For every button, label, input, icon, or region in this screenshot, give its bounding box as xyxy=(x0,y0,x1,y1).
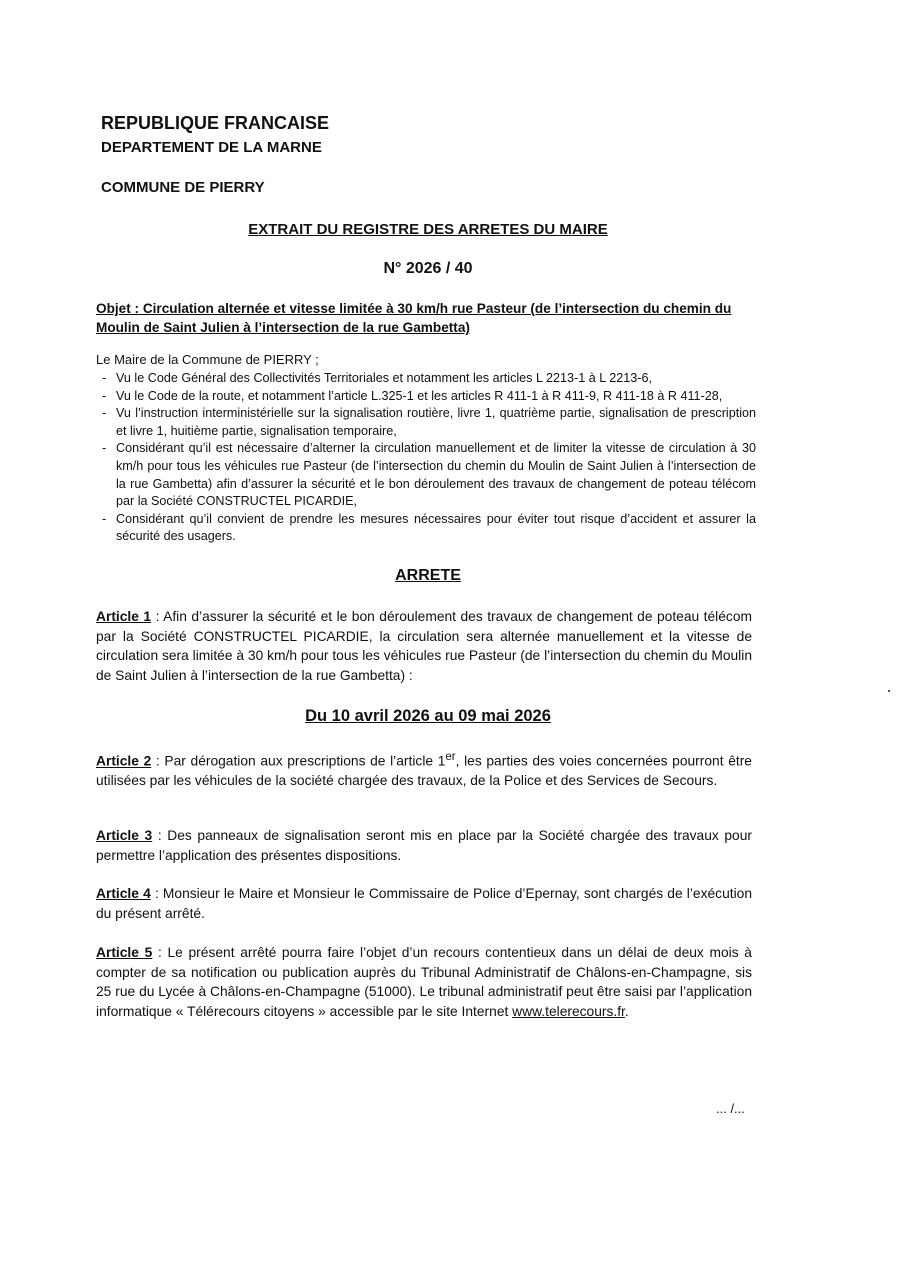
considerant-item: - Vu le Code de la route, et notamment l’article L.325-1 et les articles R 411-1 à R 411-9, R 411-18 à R 411-28, xyxy=(102,388,723,403)
considerant-text: Vu l’instruction interministérielle sur la signalisation routière, livre 1, quatrième partie, signalisation de prescription et livre 1, huitième partie, signalisation temporaire, xyxy=(116,406,756,438)
article-5-text: : Le présent arrêté pourra faire l’objet d’un recours contentieux dans un délai de deux mois à compter de sa notification ou publication auprès du Tribunal Administratif de Châlons-en-Champagne, sis 25 rue du Lycée à Châlons-en-Champagne (51000). Le tribunal administratif peut être saisi par l’application informatique « Télérecours citoyens » accessible par le site Internet xyxy=(96,945,752,1019)
considerant-text: Considérant qu’il est nécessaire d’alterner la circulation manuellement et de limiter la vitesse de circulation à 30 km/h pour tous les véhicules rue Pasteur (de l’intersection du chemin du Moulin de Saint Julien à l’intersection de la rue Gambetta) afin d’assurer la sécurité et le bon déroulement des travaux de changement de poteau télécom par la Société CONSTRUCTEL PICARDIE, xyxy=(116,441,756,509)
extrait-title: EXTRAIT DU REGISTRE DES ARRETES DU MAIRE xyxy=(248,221,608,238)
article-2 xyxy=(96,748,752,791)
intro-line: Le Maire de la Commune de PIERRY ; xyxy=(96,352,319,367)
departement-heading: DEPARTEMENT DE LA MARNE xyxy=(101,139,322,156)
article-5 xyxy=(96,943,752,1021)
considerant-text: Vu le Code de la route, et notamment l’article L.325-1 et les articles R 411-1 à R 411-9, R 411-18 à R 411-28, xyxy=(116,388,723,403)
arrete-title: ARRETE xyxy=(395,567,461,584)
article-2-label: Article 2 xyxy=(96,753,152,769)
article-1-label: Article 1 xyxy=(96,609,152,624)
objet-line: Objet : Circulation alternée et vitesse limitée à 30 km/h rue Pasteur (de l’intersection du chemin du Moulin de Saint Julien à l’intersection de la rue Gambetta) xyxy=(96,301,732,335)
article-2-text-after: , les parties des voies concernées pourront être utilisées par les véhicules de la société chargée des travaux, de la Police et des Services de Secours. xyxy=(96,753,752,789)
article-4-label: Article 4 xyxy=(96,886,151,901)
considerant-item: - Vu l’instruction interministérielle sur la signalisation routière, livre 1, quatrième partie, signalisation de prescription et livre 1, huitième partie, signalisation temporaire, xyxy=(102,406,756,438)
article-3 xyxy=(96,826,752,865)
telerecours-link[interactable]: www.telerecours.fr xyxy=(512,1003,625,1019)
article-2-text-before: : Par dérogation aux prescriptions de l’article 1 xyxy=(151,753,446,769)
article-1-text: : Afin d’assurer la sécurité et le bon déroulement des travaux de changement de poteau télécom par la Société CONSTRUCTEL PICARDIE, la circulation sera alternée manuellement et la vitesse de circulation sera limitée à 30 km/h pour tous les véhicules rue Pasteur (de l’intersection du chemin du Moulin de Saint Julien à l’intersection de la rue Gambetta) : xyxy=(96,609,752,683)
commune-heading: COMMUNE DE PIERRY xyxy=(101,179,265,196)
article-3-text: : Des panneaux de signalisation seront mis en place par la Société chargée des travaux pour permettre l’application des présentes dispositions. xyxy=(96,828,752,863)
article-5-end: . xyxy=(624,1003,629,1019)
continuation-mark: ... /... xyxy=(716,1101,745,1116)
considerant-item: - Vu le Code Général des Collectivités Territoriales et notamment les articles L 2213-1 à L 2213-6, xyxy=(102,371,652,385)
arrete-number: N° 2026 / 40 xyxy=(383,260,473,277)
republique-heading: REPUBLIQUE FRANCAISE xyxy=(101,113,330,133)
considerant-text: Vu le Code Général des Collectivités Territoriales et notamment les articles L 2213-1 à L 2213-6, xyxy=(116,371,652,385)
considerant-text: Considérant qu’il convient de prendre les mesures nécessaires pour éviter tout risque d’accident et assurer la sécurité des usagers. xyxy=(116,511,756,544)
article-3-label: Article 3 xyxy=(96,828,153,843)
periode-title: Du 10 avril 2026 au 09 mai 2026 xyxy=(305,707,551,725)
article-5-label: Article 5 xyxy=(96,945,153,960)
article-4 xyxy=(96,884,752,923)
article-2-sup: er xyxy=(445,751,456,763)
considerant-item: - Considérant qu’il est nécessaire d’alterner la circulation manuellement et de limiter la vitesse de circulation à 30 km/h pour tous les véhicules rue Pasteur (de l’intersection du chemin du Moulin de Saint Julien à l’intersection de la rue Gambetta) afin d’assurer la sécurité et le bon déroulement des travaux de changement de poteau télécom par la Société CONSTRUCTEL PICARDIE, xyxy=(102,441,756,509)
article-4-text: : Monsieur le Maire et Monsieur le Commissaire de Police d’Epernay, sont chargés de l’exécution du présent arrêté. xyxy=(96,886,752,921)
considerants-list xyxy=(100,370,756,546)
considerant-item: - Considérant qu’il convient de prendre les mesures nécessaires pour éviter tout risque d’accident et assurer la sécurité des usagers. xyxy=(102,511,756,544)
scan-speck xyxy=(888,690,890,692)
article-1 xyxy=(96,607,752,685)
